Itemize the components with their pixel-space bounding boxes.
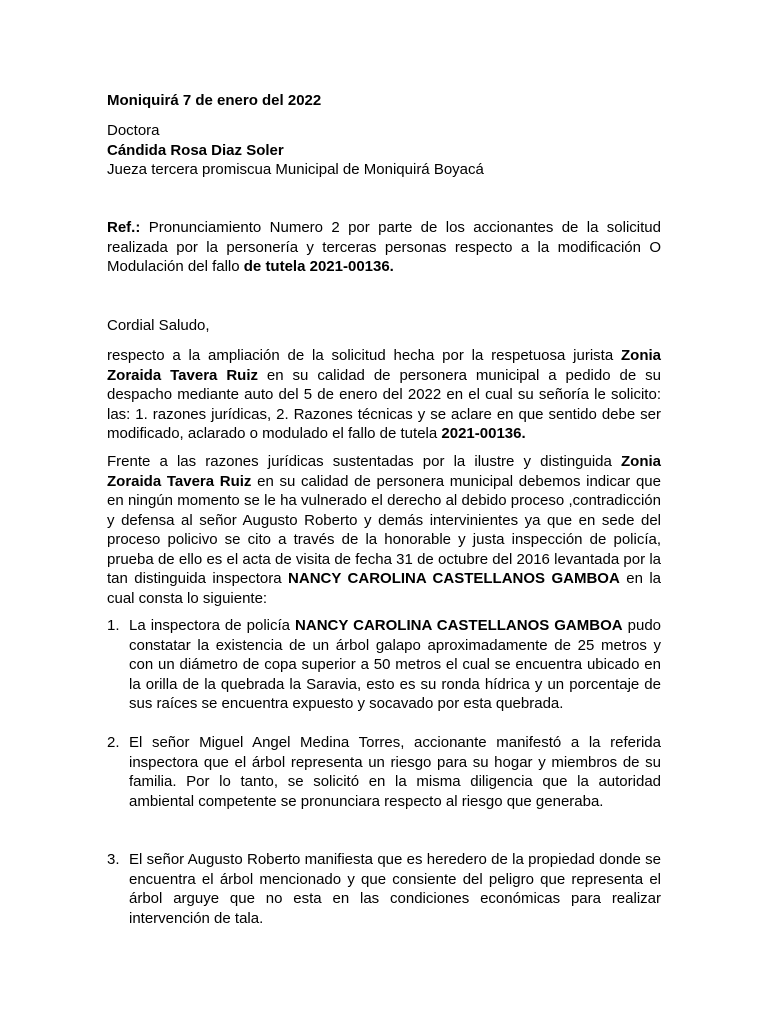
date-line: Moniquirá 7 de enero del 2022 — [107, 92, 322, 109]
recipient-name: Cándida Rosa Diaz Soler — [107, 141, 284, 159]
recipient-position: Jueza tercera promiscua Municipal de Moniquirá Boyacá — [107, 161, 484, 178]
reference-paragraph: Ref.: Pronunciamiento Numero 2 por parte de los accionantes de la solicitud realizada por la personería y terceras personas respecto a la modificación O Modulación del fallo de tutela 2021-00136. — [107, 219, 661, 275]
recipient-block — [107, 121, 661, 180]
paragraph-2: Frente a las razones jurídicas sustentadas por la ilustre y distinguida Zonia Zoraida Tavera Ruiz en su calidad de personera municipal debemos indicar que en ningún momento se le ha vulnerado el derecho al debido proceso ,contradicción y defensa al señor Augusto Roberto y demás intervinientes ya que en sede del proceso policivo se cito a través de la honorable y justa inspección de policía, prueba de ello es el acta de visita de fecha 31 de octubre del 2016 levantada por la tan distinguida inspectora NANCY CAROLINA CASTELLANOS GAMBOA en la cual consta lo siguiente: — [107, 453, 662, 607]
list-item: 2. El señor Miguel Angel Medina Torres, accionante manifestó a la referida inspectora que el árbol representa un riesgo para su hogar y miembros de su familia. Por lo tanto, se solicitó en la misma diligencia que la autoridad ambiental competente se pronunciara respecto al riesgo que generaba. — [107, 734, 661, 810]
recipient-title: Doctora — [107, 122, 160, 139]
paragraph-1: respecto a la ampliación de la solicitud hecha por la respetuosa jurista Zonia Zoraida Tavera Ruiz en su calidad de personera municipal a pedido de su despacho mediante auto del 5 de enero del 2022 en el cual su señoría le solicito: las: 1. razones jurídicas, 2. Razones técnicas y se aclare en que sentido debe ser modificado, aclarado o modulado el fallo de tutela 2021-00136. — [107, 347, 661, 442]
list-item: 1. La inspectora de policía NANCY CAROLINA CASTELLANOS GAMBOA pudo constatar la existencia de un árbol galapo aproximadamente de 25 metros y con un diámetro de copa superior a 50 metros el cual se encuentra ubicado en la orilla de la quebrada la Saravia, esto es su ronda hídrica y un porcentaje de sus raíces se encuentra expuesto y socavado por esta quebrada. — [107, 617, 662, 712]
greeting: Cordial Saludo, — [107, 317, 210, 334]
list-item: 3. El señor Augusto Roberto manifiesta que es heredero de la propiedad donde se encuentra el árbol mencionado y que consiente del peligro que representa el árbol arguye que no esta en las condiciones económicas para realizar intervención de tala. — [107, 851, 661, 927]
reference-label: Ref.: — [107, 219, 141, 236]
